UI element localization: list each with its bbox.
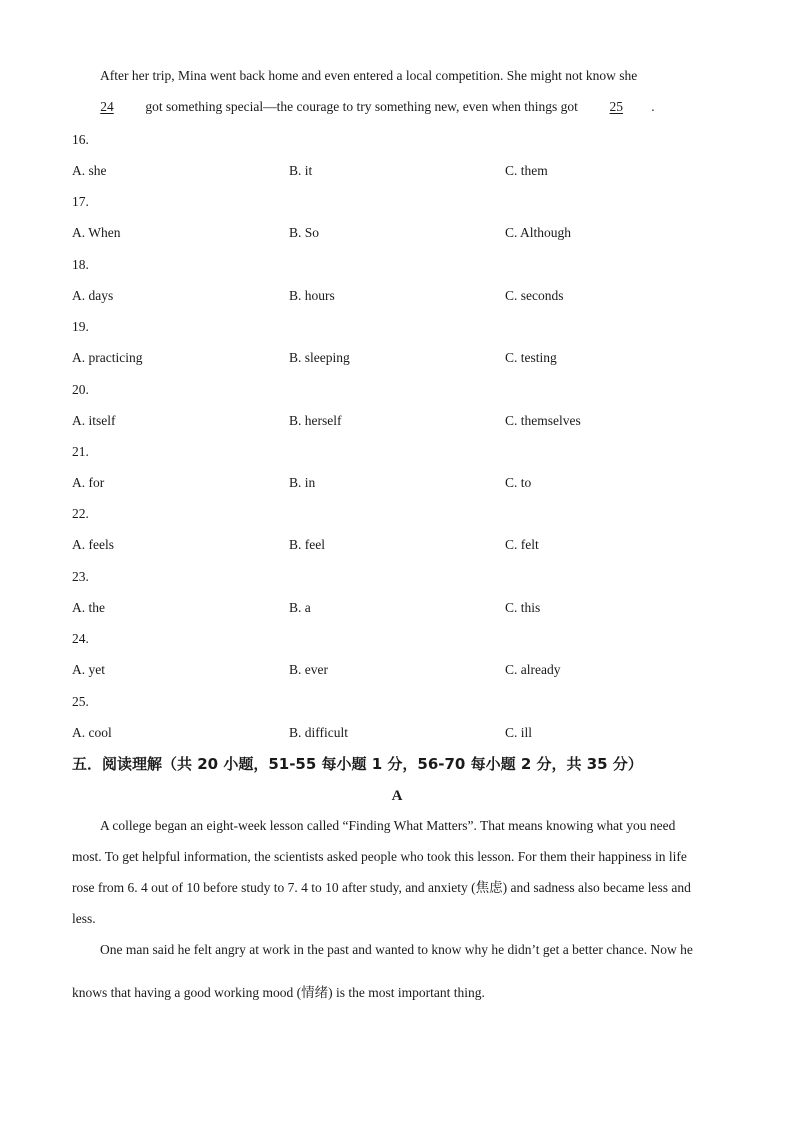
option-c: C. to: [505, 475, 532, 490]
option-c: C. this: [505, 600, 541, 615]
option-a: A. the: [72, 600, 105, 615]
option-b: B. it: [289, 163, 313, 178]
blank-24: 24: [100, 99, 114, 114]
option-a: A. yet: [72, 662, 105, 677]
passage-p1-line-4: less.: [72, 911, 96, 926]
blank-25: 25: [609, 99, 624, 114]
option-c: C. already: [505, 662, 561, 677]
passage-p1-line-1: A college began an eight-week lesson called “Finding What Matters”. That means knowing what you need: [100, 818, 676, 833]
option-c: C. felt: [505, 537, 539, 552]
option-b: B. feel: [289, 537, 325, 552]
option-a: A. itself: [72, 413, 116, 428]
question-number: 17.: [72, 194, 89, 209]
option-c: C. themselves: [505, 413, 581, 428]
option-b: B. sleeping: [289, 350, 350, 365]
option-a: A. practicing: [72, 350, 143, 365]
option-a: A. she: [72, 163, 107, 178]
question-number: 23.: [72, 569, 89, 584]
option-b: B. difficult: [289, 725, 348, 740]
question-number: 22.: [72, 506, 89, 521]
intro-line-2-text: got something special—the courage to try something new, even when things got: [145, 99, 578, 114]
option-c: C. seconds: [505, 288, 564, 303]
option-a: A. days: [72, 288, 114, 303]
passage-title: A: [391, 788, 403, 804]
passage-p1-line-2: most. To get helpful information, the scientists asked people who took this lesson. For them their happiness in life: [72, 849, 687, 864]
option-b: B. in: [289, 475, 316, 490]
passage-p1-line-3: rose from 6. 4 out of 10 before study to 7. 4 to 10 after study, and anxiety (焦虑) and sadness also became less and: [72, 880, 691, 895]
option-b: B. hours: [289, 288, 335, 303]
option-a: A. When: [72, 225, 121, 240]
option-b: B. a: [289, 600, 311, 615]
question-number: 21.: [72, 444, 89, 459]
question-number: 20.: [72, 382, 89, 397]
option-a: A. cool: [72, 725, 112, 740]
question-number: 24.: [72, 631, 89, 646]
intro-line-1: After her trip, Mina went back home and even entered a local competition. She might not know she: [100, 68, 638, 83]
option-b: B. herself: [289, 413, 342, 428]
question-number: 18.: [72, 257, 89, 272]
option-c: C. ill: [505, 725, 533, 740]
option-c: C. Although: [505, 225, 572, 240]
option-a: A. for: [72, 475, 105, 490]
option-c: C. testing: [505, 350, 557, 365]
section-title: 五．阅读理解（共 20 小题，51-55 每小题 1 分，56-70 每小题 2 分，共 35 分）: [72, 755, 643, 773]
option-b: B. ever: [289, 662, 328, 677]
question-number: 16.: [72, 132, 89, 147]
option-b: B. So: [289, 225, 320, 240]
passage-p2-line-2: knows that having a good working mood (情绪) is the most important thing.: [72, 985, 485, 1000]
question-number: 25.: [72, 694, 89, 709]
intro-line-2-end: .: [651, 99, 655, 114]
passage-p2-line-1: One man said he felt angry at work in the past and wanted to know why he didn’t get a better chance. Now he: [100, 942, 693, 957]
question-number: 19.: [72, 319, 89, 334]
intro-line-2: [72, 98, 732, 116]
option-c: C. them: [505, 163, 548, 178]
option-a: A. feels: [72, 537, 114, 552]
